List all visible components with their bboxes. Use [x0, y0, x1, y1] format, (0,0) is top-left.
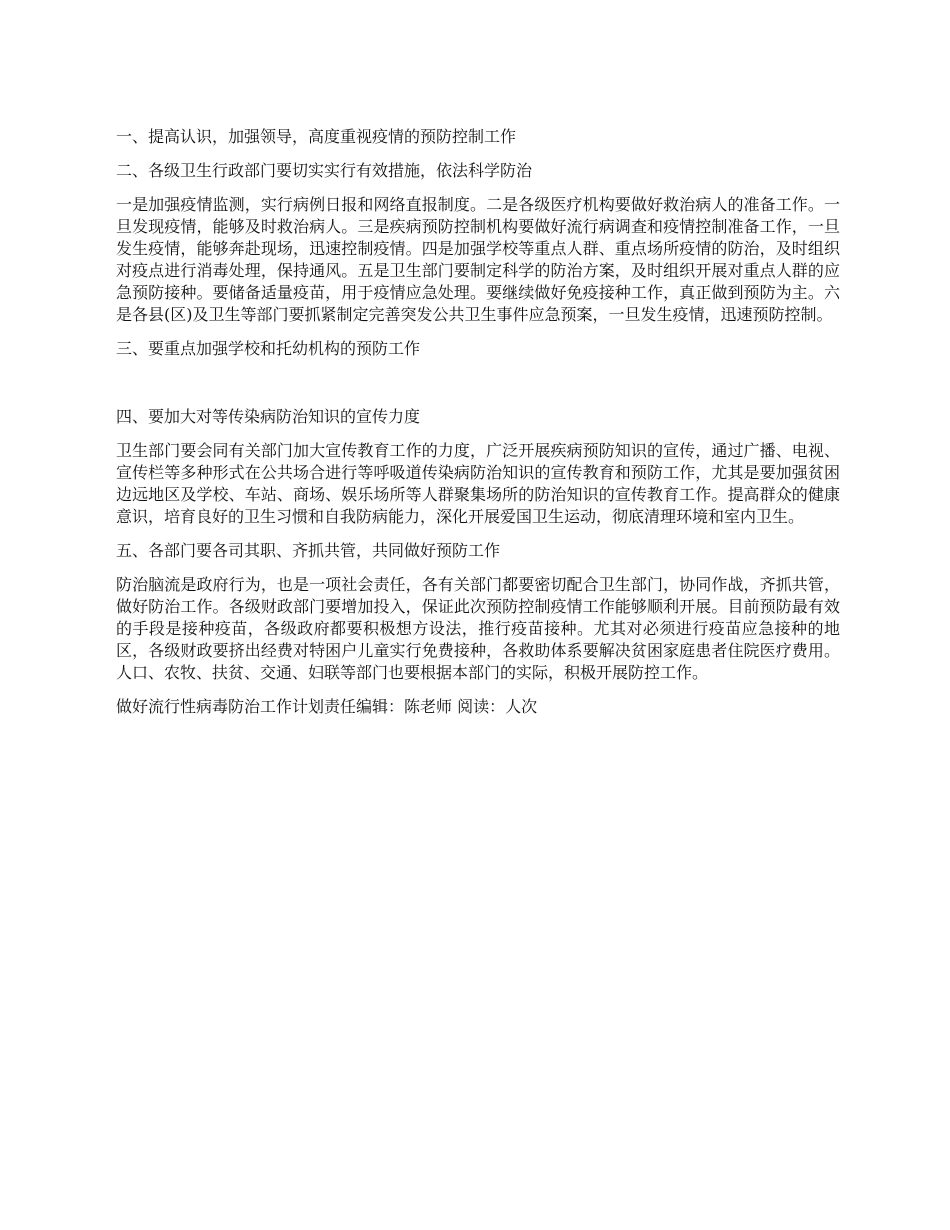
section-heading-4: 四、要加大对等传染病防治知识的宣传力度: [116, 407, 421, 426]
document-body: [116, 126, 840, 730]
section-heading-2: 二、各级卫生行政部门要切实实行有效措施，依法科学防治: [116, 161, 533, 180]
document-footer: 做好流行性病毒防治工作计划责任编辑：陈老师 阅读：人次: [116, 697, 538, 716]
section-heading-5: 五、各部门要各司其职、齐抓共管，共同做好预防工作: [116, 541, 501, 560]
section-heading-3: 三、要重点加强学校和托幼机构的预防工作: [116, 339, 421, 358]
section-paragraph-4: 卫生部门要会同有关部门加大宣传教育工作的力度，广泛开展疾病预防知识的宣传，通过广播、电视、宣传栏等多种形式在公共场合进行等呼吸道传染病防治知识的宣传教育和预防工作，尤其是要加强贫困边远地区及学校、车站、商场、娱乐场所等人群聚集场所的防治知识的宣传教育工作。提高群众的健康意识，培育良好的卫生习惯和自我防病能力，深化开展爱国卫生运动，彻底清理环境和室内卫生。: [116, 441, 840, 526]
section-heading-1: 一、提高认识，加强领导，高度重视疫情的预防控制工作: [116, 127, 517, 146]
section-paragraph-5: 防治脑流是政府行为，也是一项社会责任，各有关部门都要密切配合卫生部门，协同作战，齐抓共管，做好防治工作。各级财政部门要增加投入，保证此次预防控制疫情工作能够顺利开展。目前预防最有效的手段是接种疫苗，各级政府都要积极想方设法，推行疫苗接种。尤其对必须进行疫苗应急接种的地区，各级财政要挤出经费对特困户儿童实行免费接种，各救助体系要解决贫困家庭患者住院医疗费用。人口、农牧、扶贫、交通、妇联等部门也要根据本部门的实际，积极开展防控工作。: [116, 575, 840, 682]
section-paragraph-2: 一是加强疫情监测，实行病例日报和网络直报制度。二是各级医疗机构要做好救治病人的准备工作。一旦发现疫情，能够及时救治病人。三是疾病预防控制机构要做好流行病调查和疫情控制准备工作，一旦发生疫情，能够奔赴现场，迅速控制疫情。四是加强学校等重点人群、重点场所疫情的防治，及时组织对疫点进行消毒处理，保持通风。五是卫生部门要制定科学的防治方案，及时组织开展对重点人群的应急预防接种。要储备适量疫苗，用于疫情应急处理。要继续做好免疫接种工作，真正做到预防为主。六是各县(区)及卫生等部门要抓紧制定完善突发公共卫生事件应急预案，一旦发生疫情，迅速预防控制。: [116, 195, 840, 324]
